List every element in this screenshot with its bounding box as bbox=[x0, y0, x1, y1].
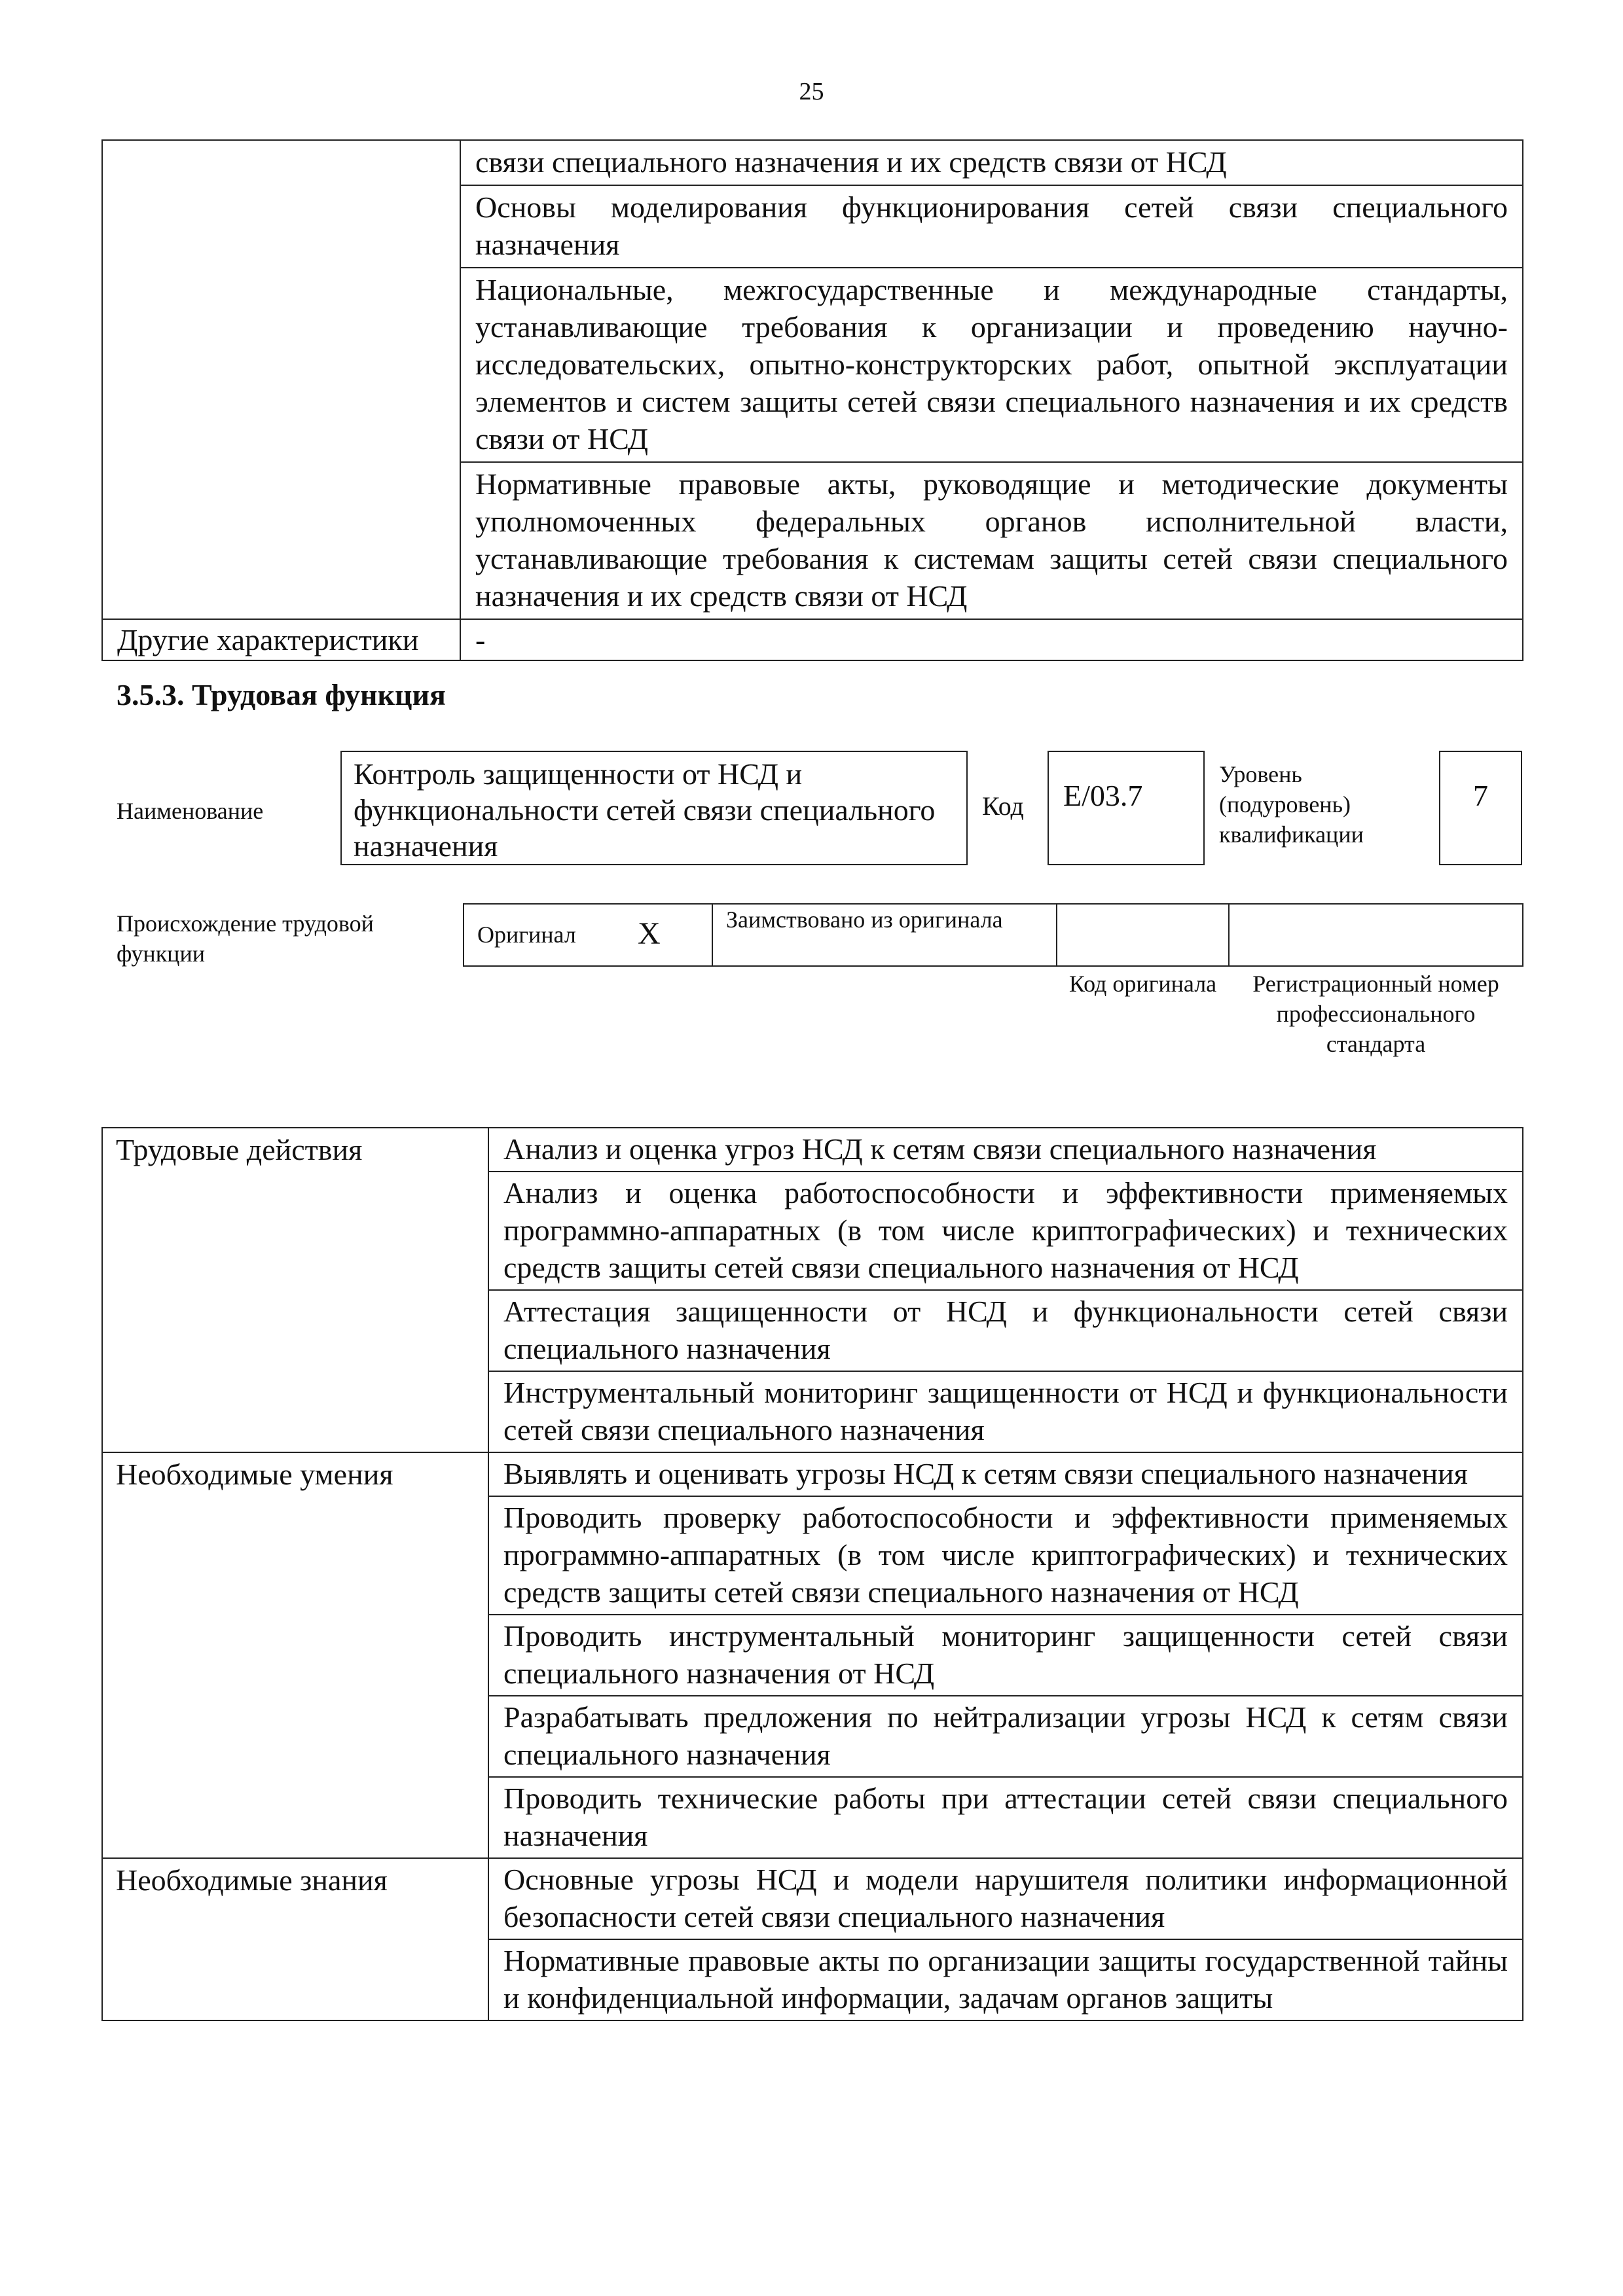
level-label: Уровень (подуровень) квалификации bbox=[1219, 761, 1364, 848]
top-table-row: Национальные, межгосударственные и международные стандарты, устанавливающие требования к организации и проведению научно-исследовательских, опытно-конструкторских работ, опытной эксплуатации элементов и систем защиты сетей связи специального назначения и их средств связи от НСД bbox=[460, 268, 1523, 462]
table-row: Анализ и оценка работоспособности и эффективности применяемых программно-аппаратных (в том числе криптографических) и технических средств защиты сетей связи специального назначения от НСД bbox=[488, 1172, 1523, 1290]
group-label-labor-actions: Трудовые действия bbox=[102, 1128, 488, 1452]
level-value-box: 7 bbox=[1439, 751, 1522, 865]
original-code-cell bbox=[1056, 903, 1230, 967]
other-characteristics-label: Другие характеристики bbox=[102, 619, 460, 660]
table-row: Проводить проверку работоспособности и эффективности применяемых программно-аппаратных (в том числе криптографических) и технических средств защиты сетей связи специального назначения от НСД bbox=[488, 1496, 1523, 1615]
code-caption: Код оригинала bbox=[1068, 971, 1217, 997]
top-table-empty-cell bbox=[102, 140, 460, 619]
table-row: Инструментальный мониторинг защищенности от НСД и функциональности сетей связи специального назначения bbox=[488, 1371, 1523, 1452]
table-row: Аттестация защищенности от НСД и функциональности сетей связи специального назначения bbox=[488, 1290, 1523, 1371]
origin-label: Происхождение трудовой функции bbox=[117, 910, 374, 967]
top-table bbox=[101, 139, 1523, 661]
table-row: Проводить технические работы при аттестации сетей связи специального назначения bbox=[488, 1777, 1523, 1858]
other-characteristics-value: - bbox=[460, 619, 1523, 660]
code-value-box: E/03.7 bbox=[1048, 751, 1205, 865]
code-label: Код bbox=[982, 791, 1024, 821]
table-row: Основные угрозы НСД и модели нарушителя политики информационной безопасности сетей связи специального назначения bbox=[488, 1858, 1523, 1939]
original-label: Оригинал bbox=[477, 922, 576, 948]
table-row: Нормативные правовые акты по организации защиты государственной тайны и конфиденциальной информации, задачам органов защиты bbox=[488, 1939, 1523, 2020]
top-table-row: Основы моделирования функционирования сетей связи специального назначения bbox=[460, 185, 1523, 268]
top-table-row: Нормативные правовые акты, руководящие и методические документы уполномоченных федеральных органов исполнительной власти, устанавливающие требования к системам защиты сетей связи специального назначения и их средств связи от НСД bbox=[460, 462, 1523, 619]
group-label-required-skills: Необходимые умения bbox=[102, 1452, 488, 1858]
page-number: 25 bbox=[799, 78, 824, 105]
origin-original-cell bbox=[463, 903, 713, 967]
section-title: 3.5.3. Трудовая функция bbox=[117, 678, 446, 711]
main-table bbox=[101, 1127, 1523, 2021]
function-name-box: Контроль защищенности от НСД и функциональности сетей связи специального назначения bbox=[340, 751, 968, 865]
table-row: Выявлять и оценивать угрозы НСД к сетям связи специального назначения bbox=[488, 1452, 1523, 1496]
group-label-required-knowledge: Необходимые знания bbox=[102, 1858, 488, 2020]
table-row: Анализ и оценка угроз НСД к сетям связи специального назначения bbox=[488, 1128, 1523, 1172]
name-label: Наименование bbox=[117, 798, 264, 824]
top-table-row: связи специального назначения и их средств связи от НСД bbox=[460, 140, 1523, 185]
table-row: Проводить инструментальный мониторинг защищенности сетей связи специального назначения от НСД bbox=[488, 1615, 1523, 1696]
borrowed-cell: Заимствовано из оригинала bbox=[712, 903, 1057, 967]
registration-number-cell bbox=[1228, 903, 1523, 967]
original-mark: X bbox=[638, 916, 661, 951]
table-row: Разрабатывать предложения по нейтрализации угрозы НСД к сетям связи специального назначения bbox=[488, 1696, 1523, 1777]
registration-caption: Регистрационный номер профессионального стандарта bbox=[1252, 971, 1499, 1057]
